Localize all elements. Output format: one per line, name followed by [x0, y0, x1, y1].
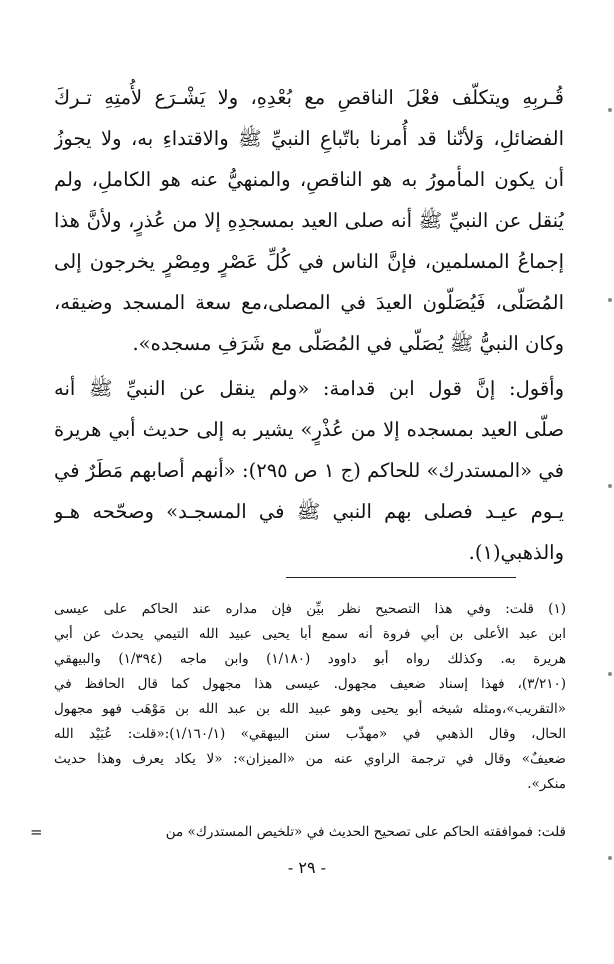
body-line: وكان النبيُّ ﷺ يُصَلّي في المُصَلّى مع شَرَفِ مسجده». — [132, 332, 564, 355]
body-line: أن يكون المأمورُ به هو الناقصِ، والمنهيُّ عنه هو الكاملِ، ولم — [54, 168, 564, 191]
scan-speck — [608, 108, 612, 112]
body-line: والذهبي(١). — [468, 541, 564, 564]
footnote-line: منكر». — [527, 776, 566, 792]
footnote-line: الحال، وقال الذهبي في «مهذّب سنن البيهقي» (١/١٦٠/١):«قلت: عُبَيْد الله — [54, 726, 566, 742]
continuation-text: قلت: فموافقته الحاكم على تصحيح الحديث في «تلخيص المستدرك» من — [165, 824, 566, 840]
scan-speck — [608, 484, 612, 488]
body-line: إجماعُ المسلمين، فإنَّ الناس في كُلِّ عَصْرٍ ومِصْرٍ يخرجون إلى — [54, 250, 564, 273]
body-line: يُنقل عن النبيِّ ﷺ أنه صلى العيد بمسجدِهِ إلا من عُذرٍ، ولأنَّ هذا — [54, 209, 564, 232]
footnote-line: «التقريب»،ومثله شيخه أبو يحيى وهو عبيد الله بن عبد الله بن مَوْهَب فهو مجهول — [54, 701, 566, 717]
body-line: صلّى العيد بمسجده إلا من عُذْرٍ» يشير به إلى حديث أبي هريرة — [54, 418, 564, 441]
body-line: الفضائلِ، وَلأنّنا قد أُمرنا باتّباعِ النبيِّ ﷺ والاقتداءِ به، ولا يجوزُ — [54, 127, 564, 150]
scan-speck — [608, 298, 612, 302]
scan-speck — [608, 856, 612, 860]
body-line: في «المستدرك» للحاكم (ج ١ ص ٢٩٥): «أنهم أصابهم مَطَرٌ في — [54, 459, 564, 482]
body-line: المُصَلّى، فَيُصَلّون العيدَ في المصلى،مع سعة المسجد وضيقه، — [54, 291, 564, 314]
footnote-line: ابن عبد الأعلى بن أبي فروة أنه سمع أبا يحيى عبيد الله التيمي يحدث عن أبي — [54, 626, 566, 642]
scan-speck — [608, 672, 612, 676]
footnote-separator — [286, 577, 516, 578]
page-number: - ٢٩ - — [287, 858, 327, 877]
footnote-line: هريرة به. وكذلك رواه أبو داوود (١/١٨٠) وابن ماجه (١/٣٩٤) والبيهقي — [54, 651, 566, 667]
footnote-line: (١) قلت: وفي هذا التصحيح نظر بيِّن فإن مداره عند الحاكم على عيسى — [54, 601, 566, 617]
footnote-line: (٣/٢١٠)، فهذا إسناد ضعيف مجهول. عيسى هذا مجهول كما قال الحافظ في — [54, 676, 566, 692]
footnote-continuation — [26, 820, 566, 844]
footnote-line: ضعيفٌ» وقال في ترجمة الراوي عنه من «الميزان»: «لا يكاد يعرف وهذا حديث — [54, 751, 566, 767]
body-line: قُـربِهِ ويتكلّف فعْلَ الناقصِ مع بُعْدِهِ، ولا يَشْـرَع لأُمتِهِ تـركَ — [54, 86, 564, 109]
body-line: يـوم عيـد فصلى بهم النبي ﷺ في المسجـد» وصحّحه هـو — [54, 500, 564, 523]
body-line: وأقول: إنَّ قول ابن قدامة: «ولم ينقل عن النبيِّ ﷺ أنه — [54, 377, 564, 400]
continuation-mark: = — [30, 823, 43, 841]
